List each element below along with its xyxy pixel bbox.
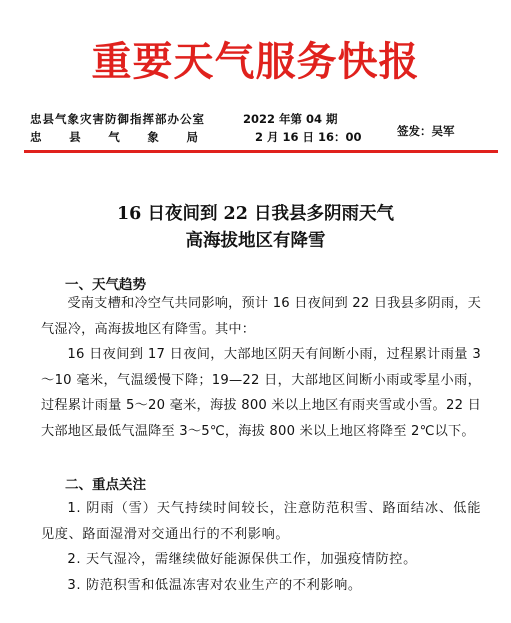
paragraph: 16 日夜间到 17 日夜间，大部地区阴天有间断小雨，过程累计雨量 3～10 毫米，气温缓慢下降；19—22 日，大部地区间断小雨或零星小雨，过程累计雨量 5～20 毫米，海拔 800 米以上地区有雨夹雪或小雪。22 日大部地区最低气温降至 3～5℃，海拔 800 米以上地区将降至 2℃以下。 — [41, 347, 481, 439]
paragraph: 3. 防范积雪和低温冻害对农业生产的不利影响。 — [67, 578, 362, 593]
headline-line-2: 高海拔地区有降雪 — [185, 231, 326, 251]
red-divider-rule — [24, 150, 498, 153]
signer: 签发：吴军 — [397, 124, 455, 138]
bulletin-headline — [0, 201, 511, 255]
paragraph: 1. 阴雨（雪）天气持续时间较长，注意防范积雪、路面结冰、低能见度、路面湿滑对交通出行的不利影响。 — [41, 501, 481, 542]
issuer-bureau — [30, 129, 198, 145]
issue-number: 2022 年第 04 期 — [243, 112, 338, 126]
issuer-bureau-char: 县 — [69, 130, 81, 144]
section-heading-weather-trend: 一、天气趋势 — [65, 277, 146, 293]
issuer-office: 忠县气象灾害防御指挥部办公室 — [30, 112, 205, 126]
issuer-bureau-char: 气 — [108, 130, 120, 144]
issuer-bureau-char: 象 — [147, 130, 159, 144]
issuer-bureau-char: 忠 — [30, 130, 42, 144]
bulletin-banner-title: 重要天气服务快报 — [91, 38, 420, 85]
section-heading-key-concerns: 二、重点关注 — [65, 477, 146, 493]
paragraph: 受南支槽和冷空气共同影响，预计 16 日夜间到 22 日我县多阴雨，天气湿冷，高海拔地区有降雪。其中： — [41, 296, 481, 337]
issuer-bureau-char: 局 — [186, 130, 198, 144]
issue-datetime: 2 月 16 日 16：00 — [255, 130, 362, 144]
paragraph: 2. 天气湿冷，需继续做好能源保供工作，加强疫情防控。 — [67, 552, 417, 567]
headline-line-1: 16 日夜间到 22 日我县多阴雨天气 — [117, 204, 394, 224]
